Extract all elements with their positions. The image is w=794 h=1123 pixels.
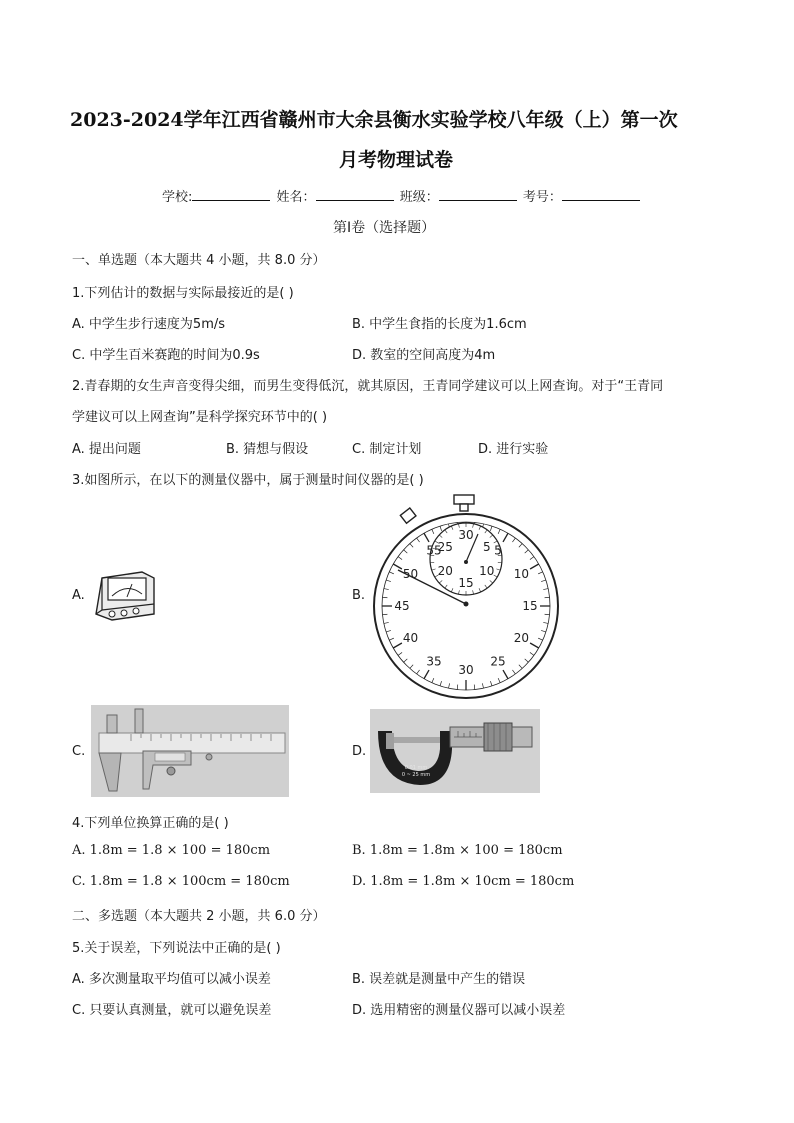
stopwatch-outer-number: 30: [458, 663, 474, 677]
paper-title-line1: 2023-2024学年江西省赣州市大余县衡水实验学校八年级（上）第一次: [70, 109, 678, 131]
q3-stem: 3.如图所示，在以下的测量仪器中，属于测量时间仪器的是( ): [72, 473, 424, 488]
q2-option-c: C. 制定计划: [352, 442, 422, 457]
class-blank: [439, 187, 517, 201]
q1-stem: 1.下列估计的数据与实际最接近的是( ): [72, 286, 294, 301]
q4-stem: 4.下列单位换算正确的是( ): [72, 816, 229, 831]
q2-option-b: B. 猜想与假设: [226, 442, 309, 457]
stopwatch-inner-number: 25: [437, 540, 453, 554]
stopwatch-inner-number: 20: [437, 564, 453, 578]
stopwatch-inner-number: 5: [482, 540, 491, 554]
q2-stem-line2: 学建议可以上网查询”是科学探究环节中的( ): [72, 410, 328, 425]
number-blank: [562, 187, 640, 201]
section1-heading: 一、单选题（本大题共 4 小题，共 8.0 分）: [72, 253, 326, 268]
q2-stem-line1: 2.青春期的女生声音变得尖细，而男生变得低沉，就其原因，王青同学建议可以上网查询。对于“王青同: [72, 379, 664, 394]
stopwatch-outer-number: 50: [402, 567, 419, 581]
q3-option-b-label: B.: [352, 588, 366, 603]
micrometer-label-resolution: 0.01 mm: [404, 765, 428, 771]
stopwatch-outer-number: 10: [513, 567, 530, 581]
info-line: [162, 186, 642, 205]
q1-option-b: B. 中学生食指的长度为1.6cm: [352, 317, 527, 332]
q1-option-d: D. 教室的空间高度为4m: [352, 348, 496, 363]
school-label: 学校:: [162, 190, 193, 205]
q3-option-c-label: C.: [72, 744, 86, 759]
meter-icon: [92, 570, 158, 622]
volume-title: 第Ⅰ卷（选择题）: [333, 220, 436, 236]
vernier-caliper-icon: [91, 705, 289, 797]
number-label: 考号：: [522, 190, 562, 205]
stopwatch-outer-number: 15: [522, 599, 538, 613]
q3-option-d-label: D.: [352, 744, 367, 759]
stopwatch-inner-number: 10: [479, 564, 495, 578]
q2-option-a: A. 提出问题: [72, 442, 141, 457]
q5-option-a: A. 多次测量取平均值可以减小误差: [72, 972, 271, 987]
q4-option-b: B. 1.8m = 1.8m × 100 = 180cm: [352, 843, 563, 858]
stopwatch-outer-number: 40: [402, 631, 419, 645]
stopwatch-icon: [370, 490, 570, 700]
q5-stem: 5.关于误差，下列说法中正确的是( ): [72, 941, 281, 956]
q2-option-d: D. 进行实验: [478, 442, 549, 457]
name-blank: [316, 187, 394, 201]
stopwatch-outer-number: 20: [513, 631, 530, 645]
q5-option-d: D. 选用精密的测量仪器可以减小误差: [352, 1003, 566, 1018]
stopwatch-outer-number: 5: [494, 543, 502, 558]
stopwatch-outer-number: 55: [426, 543, 442, 558]
paper-title-line2: 月考物理试卷: [339, 149, 454, 171]
stopwatch-inner-number: 15: [458, 576, 474, 590]
stopwatch-inner-number: 30: [458, 528, 474, 542]
q4-option-a: A. 1.8m = 1.8 × 100 = 180cm: [72, 843, 271, 858]
section2-heading: 二、多选题（本大题共 2 小题，共 6.0 分）: [72, 909, 326, 924]
q5-option-c: C. 只要认真测量，就可以避免误差: [72, 1003, 272, 1018]
stopwatch-outer-number: 45: [394, 599, 410, 613]
school-blank: [192, 187, 270, 201]
micrometer-label-range: 0 ~ 25 mm: [401, 772, 431, 778]
micrometer-icon: [370, 709, 540, 793]
class-label: 班级：: [399, 190, 439, 205]
q3-option-a-label: A.: [72, 588, 85, 603]
q4-option-c: C. 1.8m = 1.8 × 100cm = 180cm: [72, 874, 290, 889]
q5-option-b: B. 误差就是测量中产生的错误: [352, 972, 526, 987]
stopwatch-outer-number: 35: [426, 654, 442, 669]
q4-option-d: D. 1.8m = 1.8m × 10cm = 180cm: [352, 874, 575, 889]
q1-option-c: C. 中学生百米赛跑的时间为0.9s: [72, 348, 260, 363]
stopwatch-outer-number: 25: [490, 654, 506, 669]
name-label: 姓名：: [276, 190, 316, 205]
q1-option-a: A. 中学生步行速度为5m/s: [72, 317, 226, 332]
